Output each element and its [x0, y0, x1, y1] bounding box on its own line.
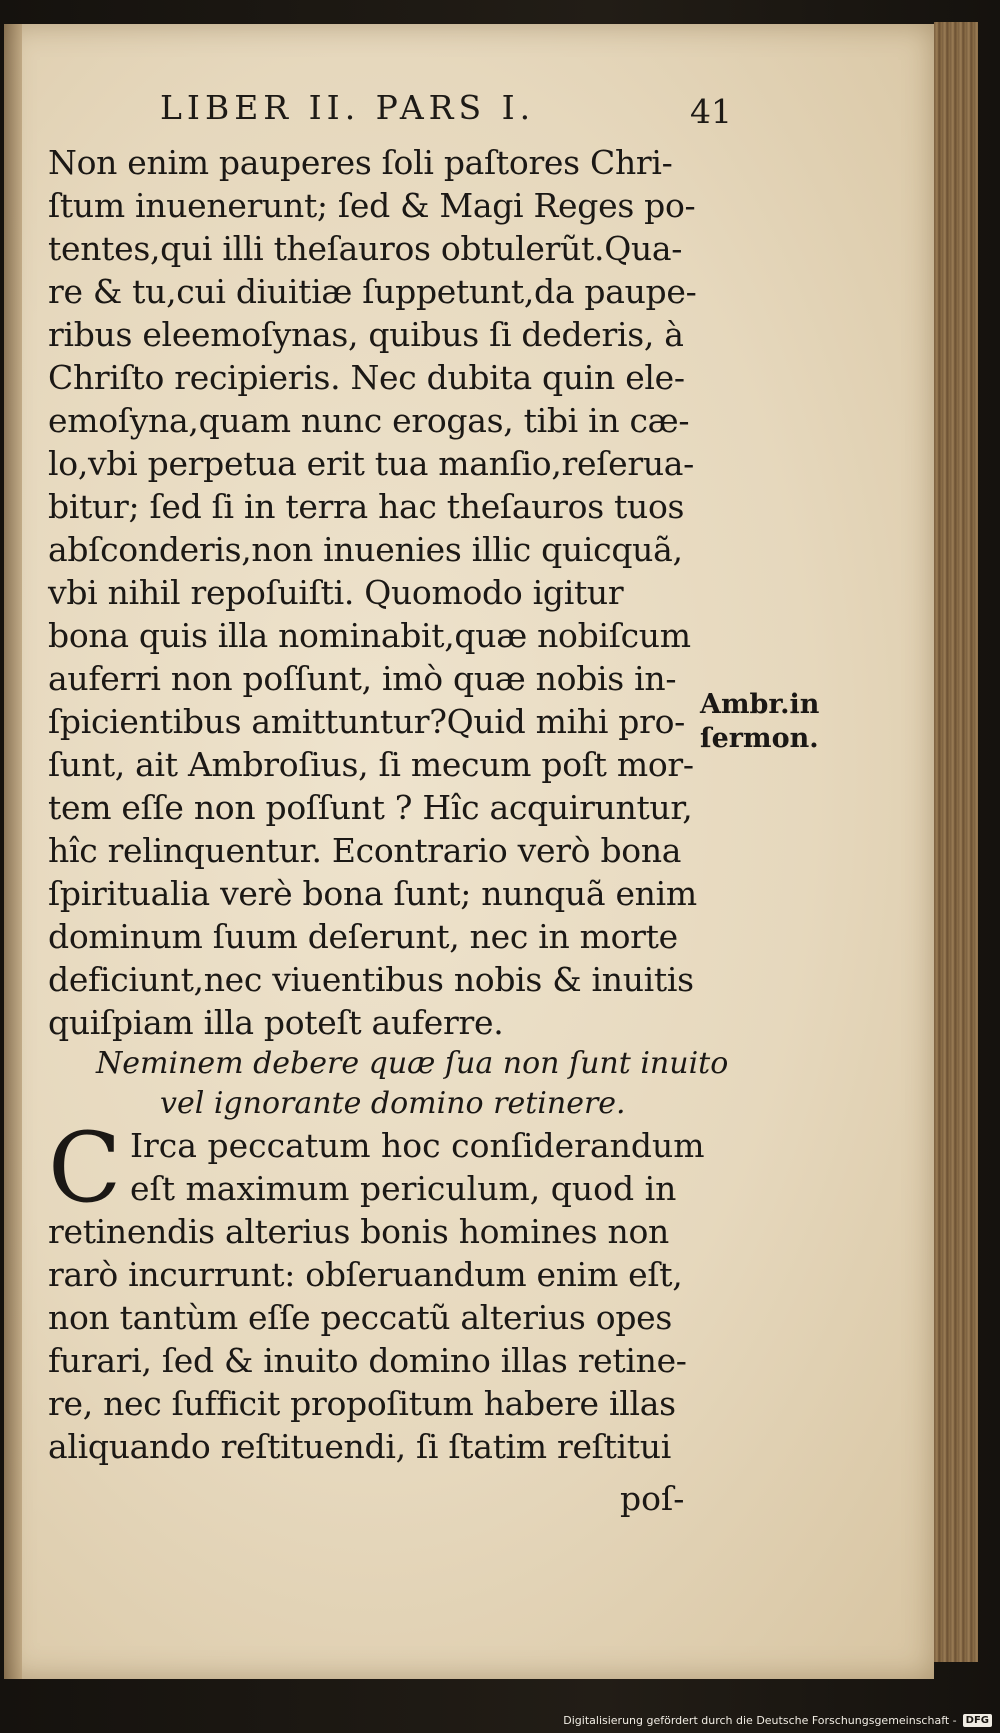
text-line: tentes,qui illi theſauros obtulerũt.Qua- [48, 229, 683, 268]
page-number: 41 [690, 92, 732, 131]
text-line: tem eſſe non poſſunt ? Hîc acquiruntur, [48, 788, 693, 827]
text-line: emoſyna,quam nunc erogas, tibi in cæ- [48, 401, 690, 440]
text-line: deficiunt,nec viuentibus nobis & inuitis [48, 960, 694, 999]
text-line: auferri non poſſunt, imò quæ nobis in- [48, 659, 677, 698]
text-line: hîc relinquentur. Econtrario verò bona [48, 831, 682, 870]
text-line: re, nec ſufficit propoſitum habere illas [48, 1384, 676, 1423]
marginal-note-line: Ambr.in [700, 689, 820, 720]
text-line: Chriſto recipieris. Nec dubita quin ele- [48, 358, 685, 397]
text-line: Non enim pauperes ſoli paſtores Chri- [48, 143, 673, 182]
text-line: ſpiritualia verè bona ſunt; nunquã enim [48, 874, 697, 913]
text-line: lo,vbi perpetua erit tua manſio,reſerua- [48, 444, 695, 483]
text-line: Irca peccatum hoc conſiderandum [130, 1126, 705, 1165]
catchword: poſ- [620, 1479, 685, 1518]
text-line: rarò incurrunt: obſeruandum enim eſt, [48, 1255, 683, 1294]
text-line: ribus eleemoſynas, quibus ſi dederis, à [48, 315, 684, 354]
text-line: bona quis illa nominabit,quæ nobiſcum [48, 616, 691, 655]
section-heading-line: Neminem debere quæ ſua non ſunt inuito [96, 1046, 729, 1081]
dfg-logo: DFG [963, 1714, 992, 1727]
section-heading-line: vel ignorante domino retinere. [160, 1086, 626, 1121]
marginal-note [700, 688, 819, 756]
text-line: ſpicientibus amittuntur?Quid mihi pro- [48, 702, 685, 741]
book-fore-edge [934, 22, 978, 1662]
drop-cap-block [48, 1112, 705, 1224]
text-line: ſtum inuenerunt; ſed & Magi Reges po- [48, 186, 696, 225]
text-line: dominum ſuum deſerunt, nec in morte [48, 917, 678, 956]
page-gutter-shadow [4, 24, 22, 1679]
text-line: aliquando reſtituendi, ſi ſtatim reſtitui [48, 1427, 671, 1466]
text-line: non tantùm eſſe peccatũ alterius opes [48, 1298, 673, 1337]
text-line: quiſpiam illa poteſt auferre. [48, 1003, 504, 1042]
running-head: LIBER II. PARS I. [160, 88, 536, 127]
text-line: furari, ſed & inuito domino illas retine- [48, 1341, 687, 1380]
marginal-note-line: ſermon. [700, 723, 819, 754]
digitization-credit [563, 1714, 992, 1727]
text-line: abſconderis,non inuenies illic quicquã, [48, 530, 683, 569]
text-line: eſt maximum periculum, quod in [130, 1169, 677, 1208]
text-line: vbi nihil repoſuiſti. Quomodo igitur [48, 573, 624, 612]
drop-cap: C [48, 1112, 122, 1224]
page-body [48, 141, 729, 1468]
text-line: retinendis alterius bonis homines non [48, 1212, 669, 1251]
text-line: ſunt, ait Ambroſius, ſi mecum poſt mor- [48, 745, 694, 784]
text-line: bitur; ſed ſi in terra hac theſauros tuos [48, 487, 685, 526]
credit-text: Digitalisierung gefördert durch die Deutsche Forschungsgemeinschaft - [563, 1714, 957, 1727]
text-line: re & tu,cui diuitiæ ſuppetunt,da paupe- [48, 272, 697, 311]
